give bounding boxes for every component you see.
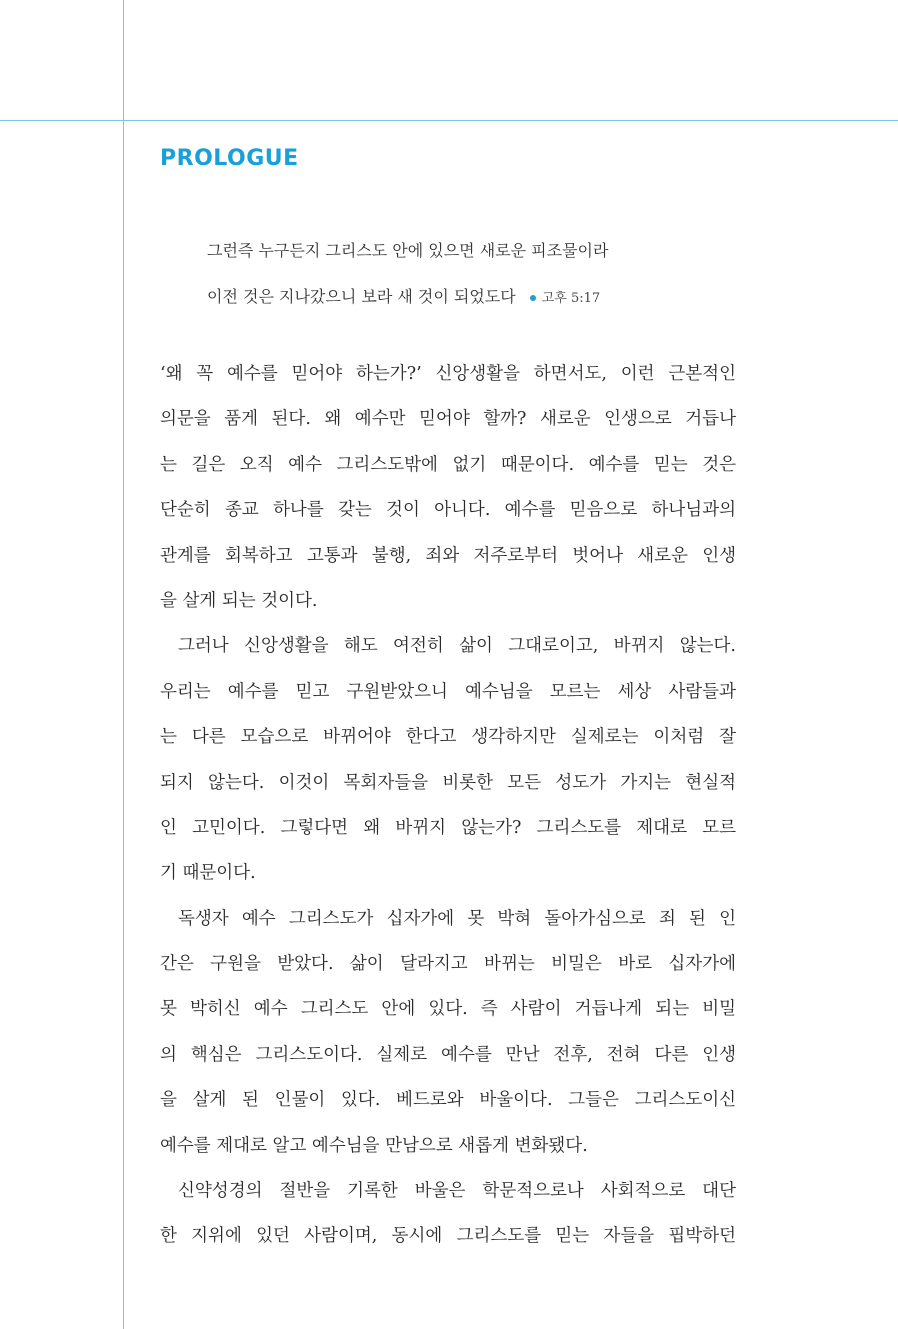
body-line: 그러나 신앙생활을 해도 여전히 삶이 그대로이고, 바뀌지 않는다. — [178, 636, 736, 657]
body-line: 되지 않는다. 이것이 목회자들을 비롯한 모든 성도가 가지는 현실적 — [160, 772, 736, 793]
body-line: 간은 구원을 받았다. 삶이 달라지고 바뀌는 비밀은 바로 십자가에 — [160, 954, 736, 975]
epigraph-line-2-text: 이전 것은 지나갔으니 보라 새 것이 되었도다 — [207, 287, 516, 306]
body-line: 예수를 제대로 알고 예수님을 만남으로 새롭게 변화됐다. — [160, 1135, 588, 1156]
body-line: 한 지위에 있던 사람이며, 동시에 그리스도를 믿는 자들을 핍박하던 — [160, 1226, 736, 1247]
body-line: 는 다른 모습으로 바뀌어야 한다고 생각하지만 실제로는 이처럼 잘 — [160, 727, 736, 748]
body-line: 기 때문이다. — [160, 863, 256, 884]
body-line: 의 핵심은 그리스도이다. 실제로 예수를 만난 전후, 전혀 다른 인생 — [160, 1044, 736, 1065]
body-line: 을 살게 되는 것이다. — [160, 590, 318, 611]
body-line: 신약성경의 절반을 기록한 바울은 학문적으로나 사회적으로 대단 — [178, 1181, 736, 1202]
epigraph-line-2 — [207, 282, 767, 328]
body-line: 못 박히신 예수 그리스도 안에 있다. 즉 사람이 거듭나게 되는 비밀 — [160, 999, 736, 1020]
epigraph-line-1: 그런즉 누구든지 그리스도 안에 있으면 새로운 피조물이라 — [207, 241, 609, 260]
scripture-reference: 고후 5:17 — [541, 291, 601, 306]
body-line: 관계를 회복하고 고통과 불행, 죄와 저주로부터 벗어나 새로운 인생 — [160, 545, 736, 566]
body-line: 인 고민이다. 그렇다면 왜 바뀌지 않는가? 그리스도를 제대로 모르 — [160, 817, 736, 838]
body-line: 단순히 종교 하나를 갖는 것이 아니다. 예수를 믿음으로 하나님과의 — [160, 500, 736, 521]
header-horizontal-rule — [0, 120, 898, 121]
chapter-heading: PROLOGUE — [160, 146, 299, 171]
body-line: 을 살게 된 인물이 있다. 베드로와 바울이다. 그들은 그리스도이신 — [160, 1090, 736, 1111]
body-line: 독생자 예수 그리스도가 십자가에 못 박혀 돌아가심으로 죄 된 인 — [178, 908, 736, 929]
bullet-dot-icon — [530, 295, 536, 301]
body-line: 우리는 예수를 믿고 구원받았으니 예수님을 모르는 세상 사람들과 — [160, 681, 736, 702]
body-line: 의문을 품게 된다. 왜 예수만 믿어야 할까? 새로운 인생으로 거듭나 — [160, 409, 736, 430]
body-line: ‘왜 꼭 예수를 믿어야 하는가?’ 신앙생활을 하면서도, 이런 근본적인 — [160, 364, 736, 384]
body-line: 는 길은 오직 예수 그리스도밖에 없기 때문이다. 예수를 믿는 것은 — [160, 454, 736, 475]
epigraph-quote — [207, 236, 767, 328]
margin-vertical-rule — [123, 0, 124, 1329]
body-text — [160, 358, 736, 1266]
